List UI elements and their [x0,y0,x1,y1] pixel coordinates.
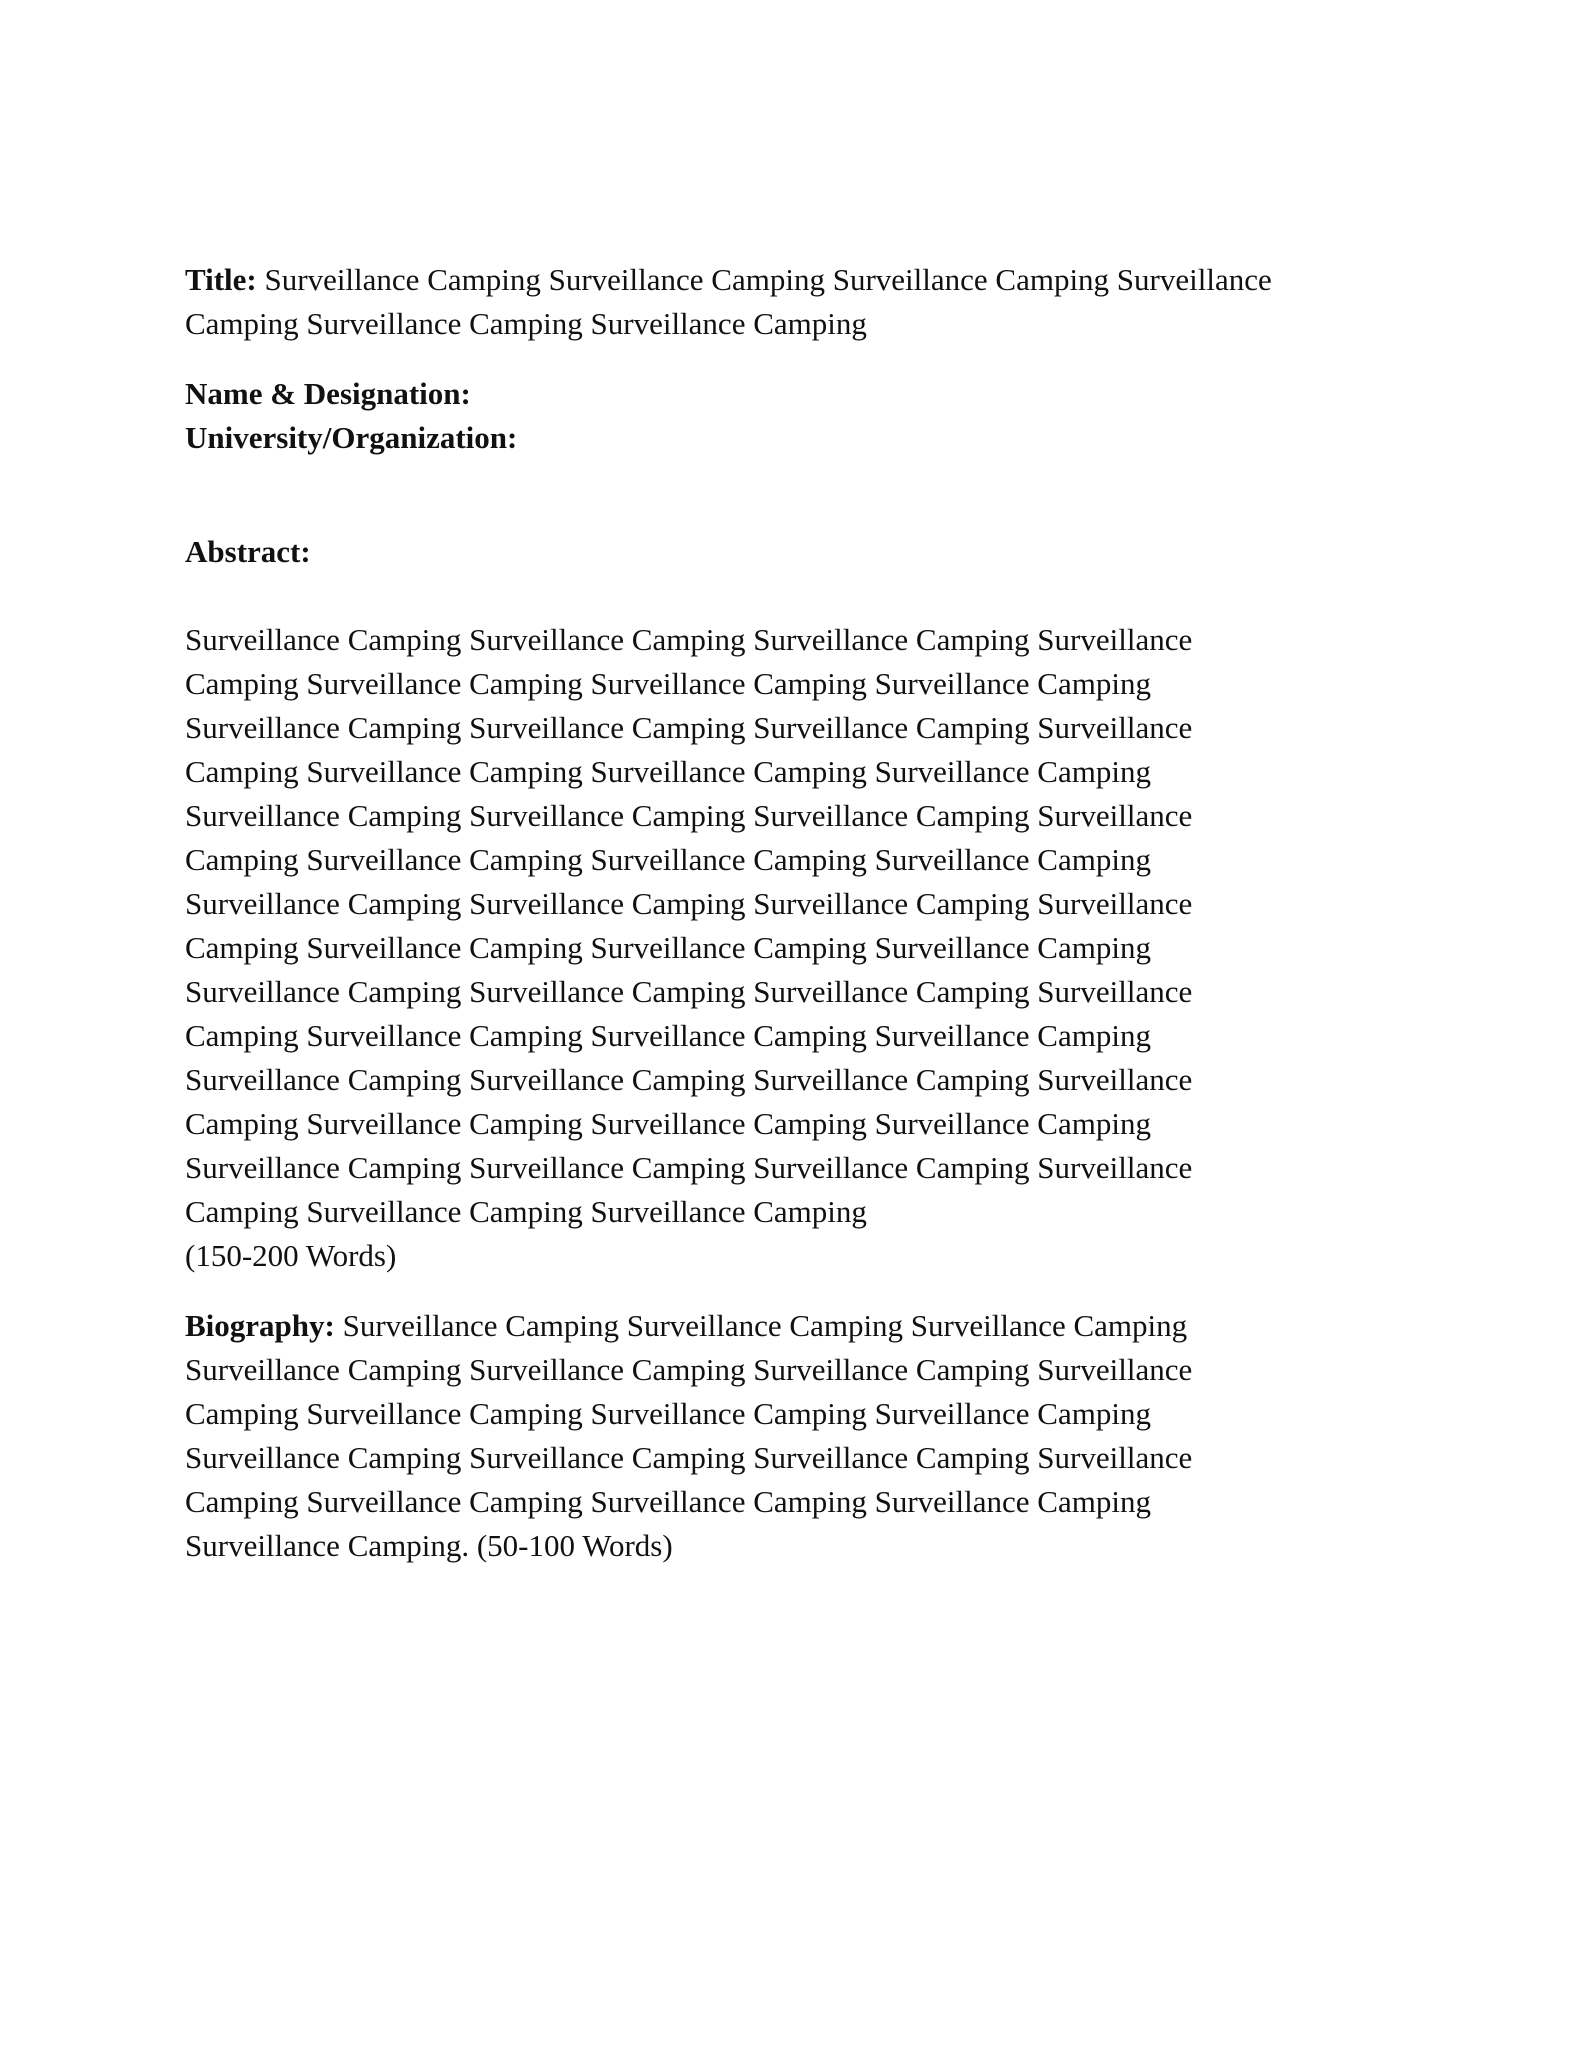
biography-text: Surveillance Camping Surveillance Camping Surveillance Camping Surveillance Camping Surveillance Camping Surveillance Camping Surveillance Camping Surveillance Camping Surveillance Camping Surveillance Camping Surveillance Camping Surveillance Camping Surveillance Camping Surveillance Camping Surveillance Camping Surveillance Camping Surveillance Camping Surveillance Camping. (50-100 Words) [185,1308,1193,1563]
abstract-section [185,618,1415,1278]
biography-paragraph [185,1304,1415,1568]
abstract-body: Surveillance Camping Surveillance Camping Surveillance Camping Surveillance Camping Surveillance Camping Surveillance Camping Surveillance Camping Surveillance Camping Surveillance Camping Surveillance Camping Surveillance Camping Surveillance Camping Surveillance Camping Surveillance Camping Surveillance Camping Surveillance Camping Surveillance Camping Surveillance Camping Surveillance Camping Surveillance Camping Surveillance Camping Surveillance Camping Surveillance Camping Surveillance Camping Surveillance Camping Surveillance Camping Surveillance Camping Surveillance Camping Surveillance Camping Surveillance Camping Surveillance Camping Surveillance Camping Surveillance Camping Surveillance Camping Surveillance Camping Surveillance Camping Surveillance Camping Surveillance Camping Surveillance Camping Surveillance Camping Surveillance Camping Surveillance Camping Surveillance Camping Surveillance Camping Surveillance Camping Surveillance Camping Surveillance Camping Surveillance Camping [185,622,1193,1229]
author-meta [185,372,1415,460]
title-paragraph [185,258,1415,346]
biography-label: Biography: [185,1308,335,1343]
abstract-word-count: (150-200 Words) [185,1238,397,1273]
university-organization-label: University/Organization: [185,420,518,455]
name-designation-label: Name & Designation: [185,376,471,411]
title-text: Surveillance Camping Surveillance Camping Surveillance Camping Surveillance Camping Surveillance Camping Surveillance Camping [185,262,1272,341]
abstract-heading: Abstract: [185,534,311,569]
document-content [185,258,1415,1568]
title-label: Title: [185,262,257,297]
